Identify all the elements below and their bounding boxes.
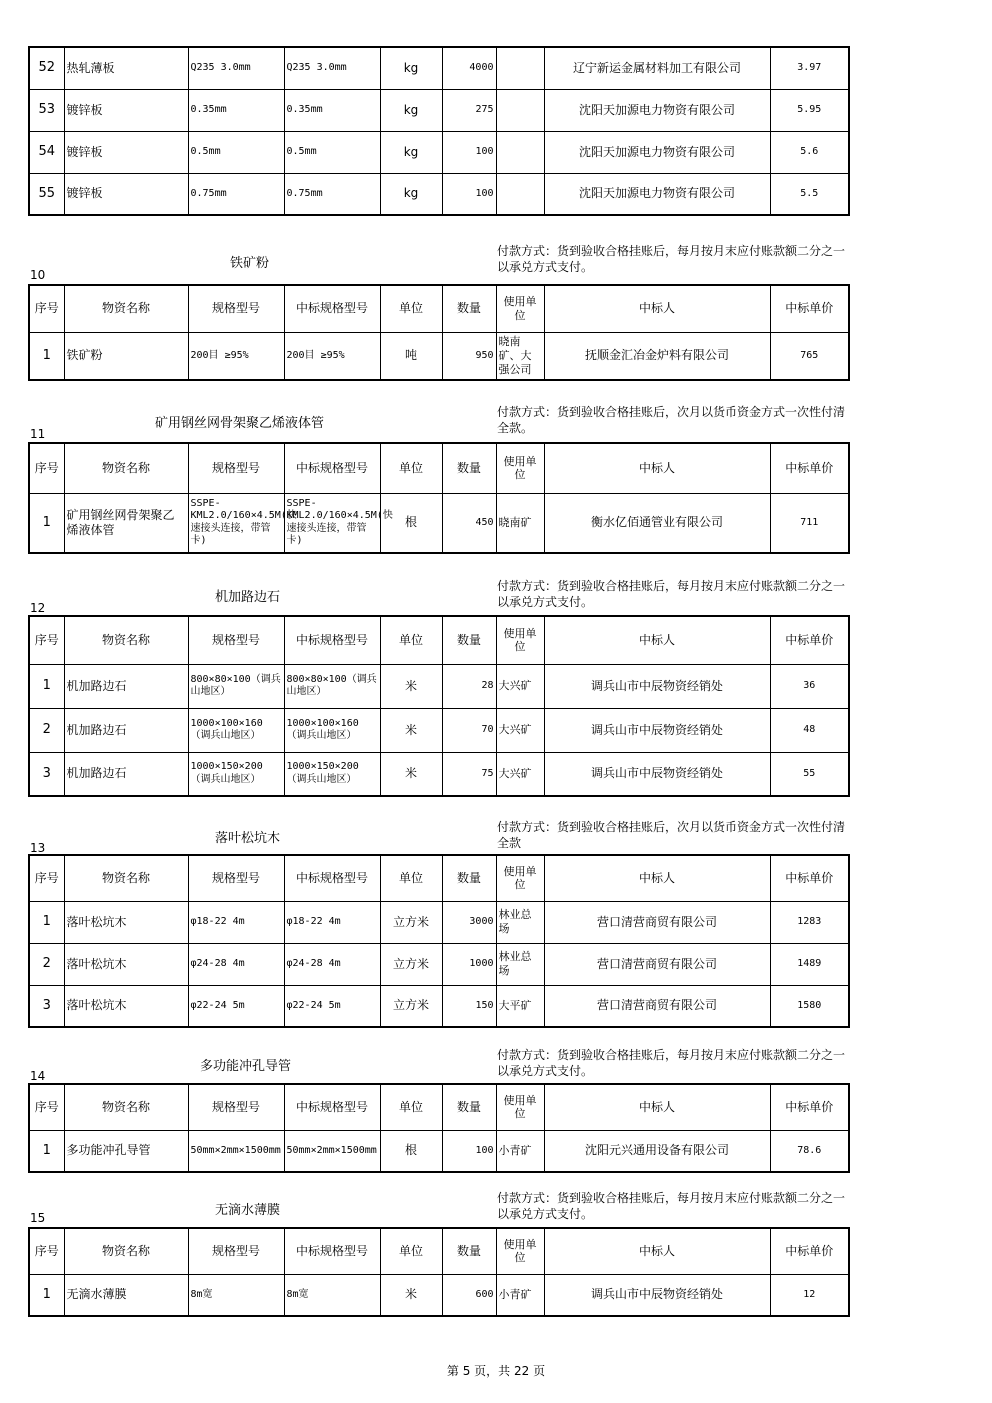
cell-qty: 150: [442, 985, 496, 1027]
table-header-row: [29, 1228, 849, 1274]
payment-terms: 付款方式：货到验收合格挂账后，次月以货币资金方式一次性付清全款。: [497, 405, 846, 436]
cell-winner: 调兵山市中辰物资经销处: [544, 1274, 770, 1316]
header-no: 序号: [29, 616, 64, 664]
cell-unit: kg: [380, 89, 442, 131]
cell-spec: 800×80×100（调兵山地区）: [188, 664, 284, 708]
cell-unit: kg: [380, 131, 442, 173]
cell-name: 无滴水薄膜: [64, 1274, 188, 1316]
header-spec: 规格型号: [188, 855, 284, 901]
cell-qty: 275: [442, 89, 496, 131]
top-table: [28, 46, 850, 216]
cell-qty: 70: [442, 708, 496, 752]
cell-winner: 调兵山市中辰物资经销处: [544, 708, 770, 752]
header-spec: 规格型号: [188, 1084, 284, 1130]
cell-price: 1283: [770, 901, 849, 943]
header-price: 中标单价: [770, 1084, 849, 1130]
cell-winner: 抚顺金汇冶金炉料有限公司: [544, 332, 770, 380]
cell-bid-spec: φ22-24 5m: [284, 985, 380, 1027]
header-winner: 中标人: [544, 1228, 770, 1274]
cell-price: 711: [770, 493, 849, 553]
cell-qty: 28: [442, 664, 496, 708]
table-row: [29, 752, 849, 796]
header-qty: 数量: [442, 285, 496, 332]
cell-unit: 米: [380, 708, 442, 752]
header-price: 中标单价: [770, 285, 849, 332]
header-name: 物资名称: [64, 616, 188, 664]
cell-spec: SSPE-KML2.0/160×4.5M(快速接头连接，带管卡): [188, 493, 284, 553]
cell-unit: 米: [380, 664, 442, 708]
cell-spec: Q235 3.0mm: [188, 47, 284, 89]
cell-bid-spec: 800×80×100（调兵山地区）: [284, 664, 380, 708]
table-row: [29, 89, 849, 131]
header-price: 中标单价: [770, 616, 849, 664]
cell-user: [496, 89, 544, 131]
cell-qty: 100: [442, 173, 496, 215]
header-name: 物资名称: [64, 1228, 188, 1274]
header-winner: 中标人: [544, 285, 770, 332]
cell-name: 机加路边石: [64, 708, 188, 752]
header-bid-spec: 中标规格型号: [284, 855, 380, 901]
cell-unit: 吨: [380, 332, 442, 380]
header-name: 物资名称: [64, 285, 188, 332]
cell-name: 镀锌板: [64, 173, 188, 215]
cell-bid-spec: Q235 3.0mm: [284, 47, 380, 89]
table-row: [29, 708, 849, 752]
header-bid-spec: 中标规格型号: [284, 443, 380, 493]
header-user: 使用单位: [496, 443, 544, 493]
cell-unit: 米: [380, 1274, 442, 1316]
cell-qty: 3000: [442, 901, 496, 943]
section-title: 矿用钢丝网骨架聚乙烯液体管: [155, 416, 325, 431]
cell-user: 小青矿: [496, 1130, 544, 1172]
cell-no: 55: [29, 173, 64, 215]
cell-qty: 100: [442, 1130, 496, 1172]
page-footer: 第 5 页，共 22 页: [446, 1364, 546, 1378]
section-title: 多功能冲孔导管: [200, 1059, 292, 1074]
table-row: [29, 47, 849, 89]
header-no: 序号: [29, 1228, 64, 1274]
cell-no: 1: [29, 493, 64, 553]
cell-spec: 0.75mm: [188, 173, 284, 215]
cell-winner: 营口清营商贸有限公司: [544, 985, 770, 1027]
header-no: 序号: [29, 1084, 64, 1130]
header-user: 使用单位: [496, 855, 544, 901]
cell-user: 大兴矿: [496, 664, 544, 708]
cell-bid-spec: φ24-28 4m: [284, 943, 380, 985]
cell-winner: 营口清营商贸有限公司: [544, 901, 770, 943]
cell-user: 大平矿: [496, 985, 544, 1027]
cell-qty: 4000: [442, 47, 496, 89]
header-user: 使用单位: [496, 285, 544, 332]
header-qty: 数量: [442, 855, 496, 901]
header-price: 中标单价: [770, 443, 849, 493]
cell-name: 矿用钢丝网骨架聚乙烯液体管: [64, 493, 188, 553]
section-table: [28, 442, 850, 554]
cell-price: 1489: [770, 943, 849, 985]
header-qty: 数量: [442, 1228, 496, 1274]
section-title: 铁矿粉: [230, 256, 270, 271]
cell-winner: 沈阳天加源电力物资有限公司: [544, 173, 770, 215]
section-number: 10: [30, 268, 46, 282]
section-number: 12: [30, 601, 46, 615]
cell-name: 热轧薄板: [64, 47, 188, 89]
cell-qty: 450: [442, 493, 496, 553]
header-spec: 规格型号: [188, 1228, 284, 1274]
header-user: 使用单位: [496, 1228, 544, 1274]
header-bid-spec: 中标规格型号: [284, 285, 380, 332]
cell-qty: 600: [442, 1274, 496, 1316]
cell-no: 1: [29, 332, 64, 380]
cell-user: 晓南矿: [496, 493, 544, 553]
cell-bid-spec: 200目 ≥95%: [284, 332, 380, 380]
cell-spec: 1000×100×160（调兵山地区）: [188, 708, 284, 752]
header-winner: 中标人: [544, 855, 770, 901]
cell-no: 2: [29, 943, 64, 985]
table-header-row: [29, 1084, 849, 1130]
cell-user: 大兴矿: [496, 752, 544, 796]
header-qty: 数量: [442, 616, 496, 664]
header-name: 物资名称: [64, 1084, 188, 1130]
cell-spec: 8m宽: [188, 1274, 284, 1316]
cell-no: 3: [29, 985, 64, 1027]
cell-price: 5.6: [770, 131, 849, 173]
cell-user: [496, 47, 544, 89]
table-header-row: [29, 616, 849, 664]
cell-bid-spec: 0.5mm: [284, 131, 380, 173]
cell-user: 林业总场: [496, 943, 544, 985]
cell-qty: 75: [442, 752, 496, 796]
header-unit: 单位: [380, 443, 442, 493]
section-table: [28, 615, 850, 797]
cell-winner: 沈阳天加源电力物资有限公司: [544, 131, 770, 173]
payment-terms: 付款方式：货到验收合格挂账后，每月按月末应付账款额二分之一以承兑方式支付。: [497, 1191, 846, 1222]
cell-spec: 200目 ≥95%: [188, 332, 284, 380]
cell-unit: 立方米: [380, 985, 442, 1027]
cell-winner: 沈阳元兴通用设备有限公司: [544, 1130, 770, 1172]
cell-user: 小青矿: [496, 1274, 544, 1316]
header-winner: 中标人: [544, 616, 770, 664]
header-spec: 规格型号: [188, 443, 284, 493]
header-name: 物资名称: [64, 443, 188, 493]
header-qty: 数量: [442, 443, 496, 493]
cell-winner: 调兵山市中辰物资经销处: [544, 752, 770, 796]
cell-price: 78.6: [770, 1130, 849, 1172]
table-row: [29, 943, 849, 985]
cell-no: 1: [29, 901, 64, 943]
header-user: 使用单位: [496, 1084, 544, 1130]
section-table: [28, 854, 850, 1028]
cell-name: 机加路边石: [64, 752, 188, 796]
header-bid-spec: 中标规格型号: [284, 616, 380, 664]
cell-bid-spec: 0.75mm: [284, 173, 380, 215]
cell-unit: 立方米: [380, 943, 442, 985]
section-title: 落叶松坑木: [215, 831, 281, 846]
cell-name: 镀锌板: [64, 131, 188, 173]
cell-user: [496, 131, 544, 173]
header-unit: 单位: [380, 616, 442, 664]
payment-terms: 付款方式：货到验收合格挂账后，每月按月末应付账款额二分之一以承兑方式支付。: [497, 579, 846, 610]
header-unit: 单位: [380, 285, 442, 332]
section-number: 13: [30, 841, 46, 855]
cell-winner: 衡水亿佰通管业有限公司: [544, 493, 770, 553]
cell-winner: 调兵山市中辰物资经销处: [544, 664, 770, 708]
header-no: 序号: [29, 855, 64, 901]
cell-price: 5.95: [770, 89, 849, 131]
section-number: 15: [30, 1211, 46, 1225]
section-number: 14: [30, 1069, 46, 1083]
cell-bid-spec: 8m宽: [284, 1274, 380, 1316]
cell-spec: 0.35mm: [188, 89, 284, 131]
table-row: [29, 131, 849, 173]
cell-spec: 0.5mm: [188, 131, 284, 173]
header-qty: 数量: [442, 1084, 496, 1130]
cell-price: 48: [770, 708, 849, 752]
cell-spec: 50mm×2mm×1500mm: [188, 1130, 284, 1172]
cell-spec: φ18-22 4m: [188, 901, 284, 943]
table-row: [29, 901, 849, 943]
cell-price: 36: [770, 664, 849, 708]
cell-no: 52: [29, 47, 64, 89]
cell-bid-spec: 50mm×2mm×1500mm: [284, 1130, 380, 1172]
cell-spec: φ24-28 4m: [188, 943, 284, 985]
cell-qty: 950: [442, 332, 496, 380]
cell-user: 大兴矿: [496, 708, 544, 752]
header-spec: 规格型号: [188, 285, 284, 332]
cell-unit: kg: [380, 173, 442, 215]
cell-winner: 辽宁新运金属材料加工有限公司: [544, 47, 770, 89]
header-bid-spec: 中标规格型号: [284, 1228, 380, 1274]
header-unit: 单位: [380, 1084, 442, 1130]
cell-no: 1: [29, 1274, 64, 1316]
payment-terms: 付款方式：货到验收合格挂账后，每月按月末应付账款额二分之一以承兑方式支付。: [497, 1048, 846, 1079]
section-table: [28, 284, 850, 381]
cell-user: 林业总场: [496, 901, 544, 943]
cell-bid-spec: 0.35mm: [284, 89, 380, 131]
cell-unit: 根: [380, 1130, 442, 1172]
cell-bid-spec: SSPE-KML2.0/160×4.5M(快速接头连接，带管卡): [284, 493, 380, 553]
cell-name: 多功能冲孔导管: [64, 1130, 188, 1172]
table-row: [29, 664, 849, 708]
cell-no: 3: [29, 752, 64, 796]
header-price: 中标单价: [770, 855, 849, 901]
cell-spec: φ22-24 5m: [188, 985, 284, 1027]
table-header-row: [29, 855, 849, 901]
section-title: 无滴水薄膜: [215, 1203, 281, 1218]
table-row: [29, 332, 849, 380]
cell-unit: 根: [380, 493, 442, 553]
header-bid-spec: 中标规格型号: [284, 1084, 380, 1130]
cell-qty: 1000: [442, 943, 496, 985]
table-header-row: [29, 285, 849, 332]
cell-unit: 米: [380, 752, 442, 796]
payment-terms: 付款方式：货到验收合格挂账后，每月按月末应付账款额二分之一以承兑方式支付。: [497, 244, 846, 275]
cell-name: 落叶松坑木: [64, 985, 188, 1027]
cell-winner: 沈阳天加源电力物资有限公司: [544, 89, 770, 131]
cell-no: 54: [29, 131, 64, 173]
cell-unit: 立方米: [380, 901, 442, 943]
cell-name: 机加路边石: [64, 664, 188, 708]
payment-terms: 付款方式：货到验收合格挂账后，次月以货币资金方式一次性付清全款: [497, 820, 846, 851]
cell-no: 1: [29, 1130, 64, 1172]
header-spec: 规格型号: [188, 616, 284, 664]
cell-user: 晓南矿、大强公司: [496, 332, 544, 380]
table-row: [29, 173, 849, 215]
header-unit: 单位: [380, 1228, 442, 1274]
cell-bid-spec: 1000×150×200（调兵山地区）: [284, 752, 380, 796]
header-no: 序号: [29, 285, 64, 332]
section-table: [28, 1083, 850, 1173]
cell-user: [496, 173, 544, 215]
cell-name: 落叶松坑木: [64, 901, 188, 943]
cell-price: 1580: [770, 985, 849, 1027]
table-row: [29, 985, 849, 1027]
table-row: [29, 1274, 849, 1316]
cell-no: 53: [29, 89, 64, 131]
header-winner: 中标人: [544, 1084, 770, 1130]
header-no: 序号: [29, 443, 64, 493]
section-title: 机加路边石: [215, 590, 281, 605]
cell-name: 镀锌板: [64, 89, 188, 131]
table-row: [29, 493, 849, 553]
table-header-row: [29, 443, 849, 493]
cell-unit: kg: [380, 47, 442, 89]
section-table: [28, 1227, 850, 1317]
cell-no: 2: [29, 708, 64, 752]
cell-bid-spec: 1000×100×160（调兵山地区）: [284, 708, 380, 752]
cell-price: 3.97: [770, 47, 849, 89]
header-price: 中标单价: [770, 1228, 849, 1274]
cell-name: 铁矿粉: [64, 332, 188, 380]
cell-no: 1: [29, 664, 64, 708]
cell-price: 12: [770, 1274, 849, 1316]
cell-winner: 营口清营商贸有限公司: [544, 943, 770, 985]
cell-price: 765: [770, 332, 849, 380]
header-winner: 中标人: [544, 443, 770, 493]
section-number: 11: [30, 427, 46, 441]
header-unit: 单位: [380, 855, 442, 901]
header-user: 使用单位: [496, 616, 544, 664]
cell-bid-spec: φ18-22 4m: [284, 901, 380, 943]
cell-price: 5.5: [770, 173, 849, 215]
table-row: [29, 1130, 849, 1172]
cell-qty: 100: [442, 131, 496, 173]
cell-name: 落叶松坑木: [64, 943, 188, 985]
cell-price: 55: [770, 752, 849, 796]
header-name: 物资名称: [64, 855, 188, 901]
cell-spec: 1000×150×200（调兵山地区）: [188, 752, 284, 796]
